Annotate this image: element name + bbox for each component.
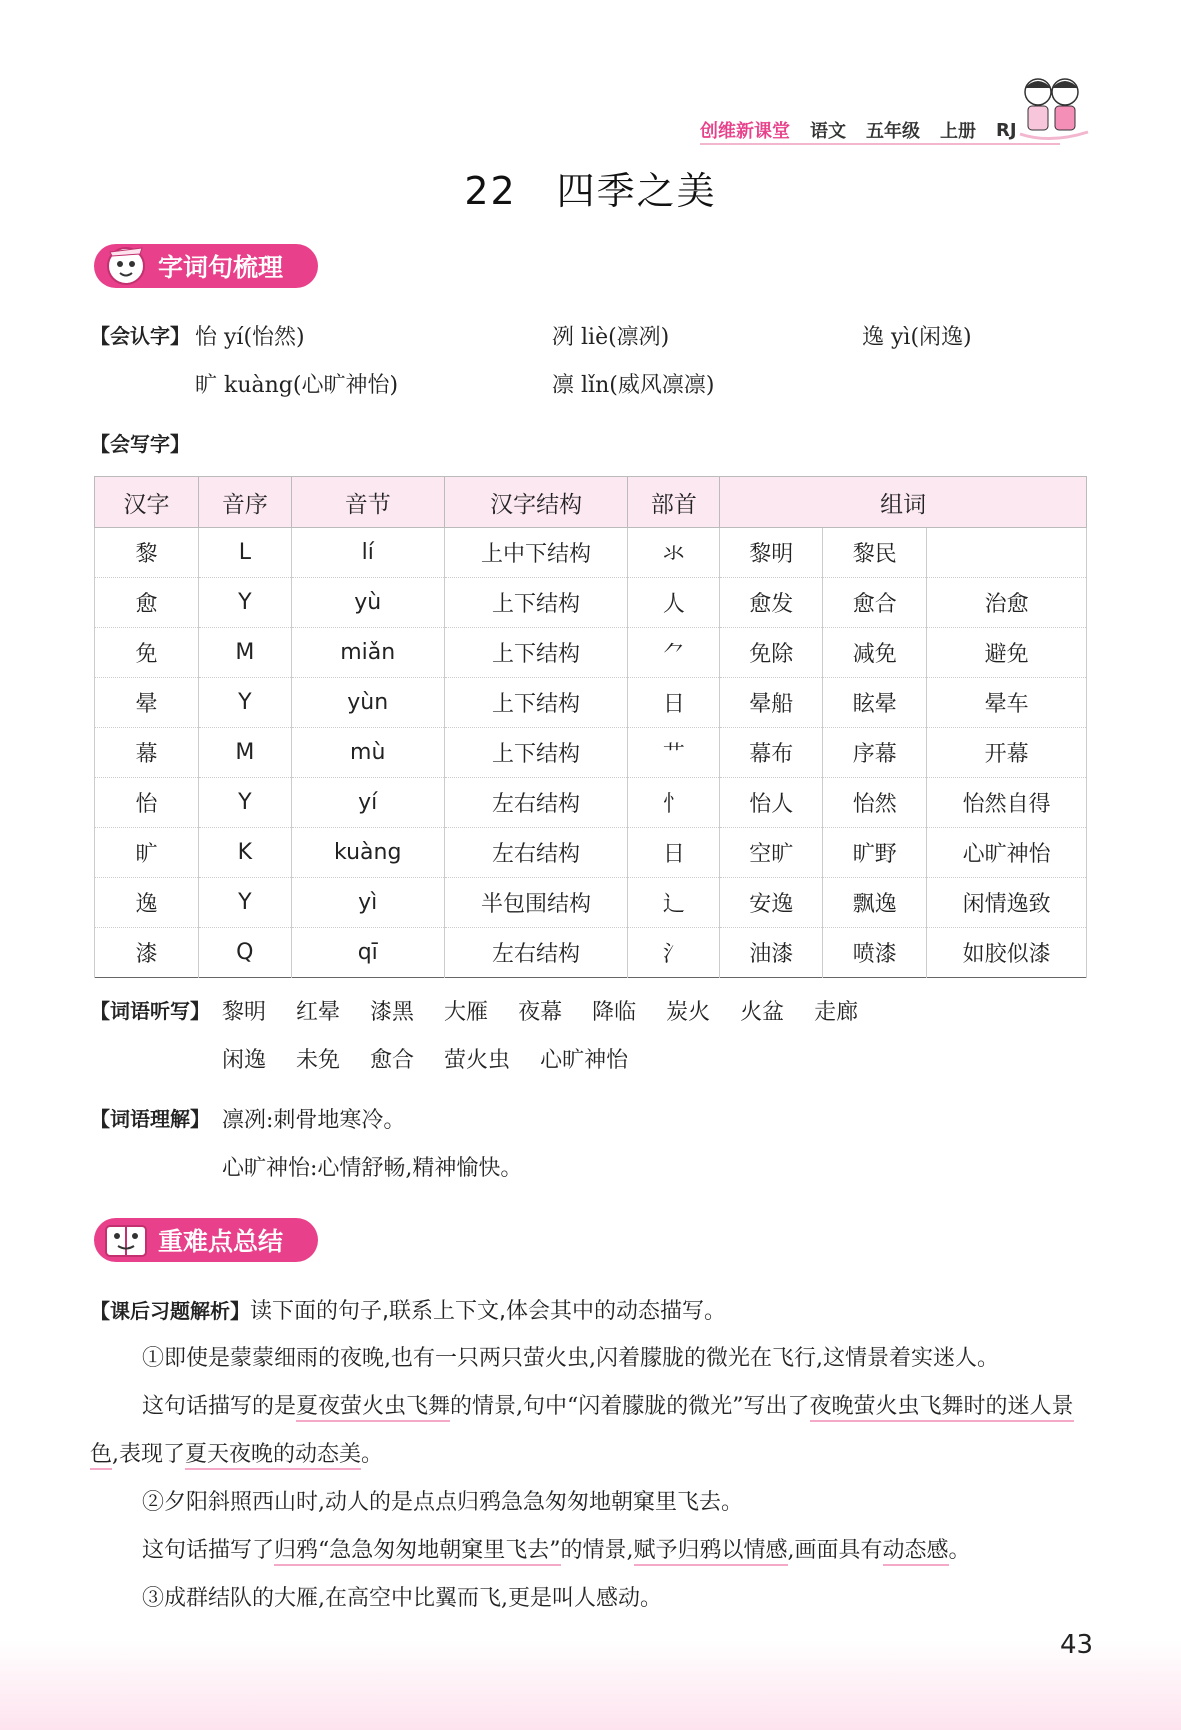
table-cell <box>927 528 1087 578</box>
question-2: ②夕阳斜照西山时,动人的是点点归鸦急急匆匆地朝窠里飞去。 <box>142 1490 743 1515</box>
table-cell: 黎民 <box>823 528 927 578</box>
table-cell: Y <box>198 678 291 728</box>
dictation-word: 漆黑 <box>370 1000 415 1025</box>
table-row <box>95 778 1087 828</box>
table-cell: 上下结构 <box>444 678 628 728</box>
table-cell: 序幕 <box>823 728 927 778</box>
table-cell: 日 <box>628 828 720 878</box>
table-cell: 免 <box>95 628 199 678</box>
dictation-word: 火盆 <box>740 1000 785 1025</box>
recognize-label: 【会认字】 <box>90 324 190 348</box>
question-3: ③成群结队的大雁,在高空中比翼而飞,更是叫人感动。 <box>142 1586 662 1611</box>
table-row <box>95 528 1087 578</box>
table-cell: 油漆 <box>720 928 823 978</box>
table-row <box>95 578 1087 628</box>
table-row <box>95 828 1087 878</box>
section-badge-vocabulary <box>94 244 318 288</box>
dictation-line-2 <box>222 1043 658 1074</box>
table-cell: 晕车 <box>927 678 1087 728</box>
table-cell: 逸 <box>95 878 199 928</box>
table-cell: Q <box>198 928 291 978</box>
dictation-word: 闲逸 <box>222 1048 267 1073</box>
table-cell: 氵 <box>628 928 720 978</box>
table-cell: 半包围结构 <box>444 878 628 928</box>
table-cell: yùn <box>291 678 444 728</box>
table-row <box>95 728 1087 778</box>
dictation-word: 未免 <box>296 1048 341 1073</box>
table-cell: 怡然 <box>823 778 927 828</box>
table-cell: 幕 <box>95 728 199 778</box>
table-cell: 减免 <box>823 628 927 678</box>
dictation-word: 红晕 <box>296 1000 341 1025</box>
table-cell: 心旷神怡 <box>927 828 1087 878</box>
recognize-item: 逸 yì(闲逸) <box>862 325 972 350</box>
page-title <box>0 160 1181 215</box>
table-cell: 人 <box>628 578 720 628</box>
answer-1: 这句话描写的是夏夜萤火虫飞舞的情景,句中“闪着朦胧的微光”写出了夜晚萤火虫飞舞时的迷人景色,表现了夏天夜晚的动态美。 <box>90 1383 1090 1479</box>
table-cell: 闲情逸致 <box>927 878 1087 928</box>
table-cell: L <box>198 528 291 578</box>
table-cell: Y <box>198 578 291 628</box>
table-cell: K <box>198 828 291 878</box>
table-cell: 忄 <box>628 778 720 828</box>
table-cell: 旷 <box>95 828 199 878</box>
table-cell: 如胶似漆 <box>927 928 1087 978</box>
table-cell: qī <box>291 928 444 978</box>
table-cell: yì <box>291 878 444 928</box>
answer-2: 这句话描写了归鸦“急急匆匆地朝窠里飞去”的情景,赋予归鸦以情感,画面具有动态感。 <box>142 1527 1092 1575</box>
col-header: 汉字 <box>95 477 199 528</box>
table-cell: 晕船 <box>720 678 823 728</box>
table-cell: 愈合 <box>823 578 927 628</box>
table-cell: 治愈 <box>927 578 1087 628</box>
lesson-title: 四季之美 <box>556 169 717 213</box>
recognize-item: 旷 kuàng(心旷神怡) <box>195 373 399 398</box>
meaning-item: 凛冽:刺骨地寒冷。 <box>222 1108 406 1133</box>
section-badge-key-points <box>94 1218 318 1262</box>
lesson-number: 22 <box>464 169 517 213</box>
character-table <box>94 476 1087 978</box>
table-cell: 怡人 <box>720 778 823 828</box>
header-divider <box>700 143 1060 145</box>
table-cell: 辶 <box>628 878 720 928</box>
exercise-prompt: 读下面的句子,联系上下文,体会其中的动态描写。 <box>250 1299 726 1324</box>
table-cell: lí <box>291 528 444 578</box>
dictation-word: 降临 <box>592 1000 637 1025</box>
dictation-word: 走廊 <box>814 1000 859 1025</box>
col-header: 组词 <box>720 477 1087 528</box>
cartoon-kids-logo <box>1010 70 1090 150</box>
col-header: 汉字结构 <box>444 477 628 528</box>
section-label: 字词句梳理 <box>158 253 284 282</box>
edition: RJ <box>996 119 1017 141</box>
table-cell: M <box>198 728 291 778</box>
volume: 上册 <box>940 121 976 142</box>
dictation-label: 【词语听写】 <box>90 999 210 1023</box>
table-cell: 上下结构 <box>444 628 628 678</box>
table-cell: 氺 <box>628 528 720 578</box>
table-cell: M <box>198 628 291 678</box>
table-cell: 黎 <box>95 528 199 578</box>
table-cell: ⺈ <box>628 628 720 678</box>
table-cell: 漆 <box>95 928 199 978</box>
recognize-item: 凛 lǐn(威风凛凛) <box>552 373 715 398</box>
table-header-row <box>95 477 1087 528</box>
page-number: 43 <box>1060 1630 1094 1660</box>
table-cell: 开幕 <box>927 728 1087 778</box>
table-cell: 怡 <box>95 778 199 828</box>
table-cell: 眩晕 <box>823 678 927 728</box>
page-header <box>700 115 1017 145</box>
table-cell: 艹 <box>628 728 720 778</box>
meaning-item: 心旷神怡:心情舒畅,精神愉快。 <box>222 1156 523 1181</box>
col-header: 部首 <box>628 477 720 528</box>
table-cell: yù <box>291 578 444 628</box>
dictation-word: 心旷神怡 <box>540 1048 629 1073</box>
table-cell: 免除 <box>720 628 823 678</box>
table-cell: 幕布 <box>720 728 823 778</box>
col-header: 音节 <box>291 477 444 528</box>
recognize-item: 冽 liè(凛冽) <box>552 325 670 350</box>
question-1: ①即使是蒙蒙细雨的夜晚,也有一只两只萤火虫,闪着朦胧的微光在飞行,这情景着实迷人。 <box>142 1346 999 1371</box>
dictation-word: 愈合 <box>370 1048 415 1073</box>
table-cell: 安逸 <box>720 878 823 928</box>
table-cell: 上中下结构 <box>444 528 628 578</box>
brand-name: 创维新课堂 <box>700 121 790 142</box>
table-row <box>95 628 1087 678</box>
table-cell: 日 <box>628 678 720 728</box>
table-cell: 旷野 <box>823 828 927 878</box>
dictation-word: 黎明 <box>222 1000 267 1025</box>
table-cell: 愈发 <box>720 578 823 628</box>
table-cell: 怡然自得 <box>927 778 1087 828</box>
table-cell: miǎn <box>291 628 444 678</box>
table-cell: 空旷 <box>720 828 823 878</box>
subject: 语文 <box>810 121 846 142</box>
exercise-heading <box>90 1287 1090 1336</box>
table-cell: yí <box>291 778 444 828</box>
table-cell: kuàng <box>291 828 444 878</box>
table-cell: 愈 <box>95 578 199 628</box>
recognize-item: 怡 yí(怡然) <box>195 325 305 350</box>
table-cell: mù <box>291 728 444 778</box>
section-label: 重难点总结 <box>158 1227 284 1256</box>
table-row <box>95 878 1087 928</box>
table-cell: 晕 <box>95 678 199 728</box>
dictation-line-1 <box>222 995 888 1026</box>
table-row <box>95 678 1087 728</box>
dictation-word: 炭火 <box>666 1000 711 1025</box>
dictation-word: 夜幕 <box>518 1000 563 1025</box>
table-cell: 左右结构 <box>444 828 628 878</box>
mascot-icon <box>100 238 152 290</box>
table-cell: 飘逸 <box>823 878 927 928</box>
table-cell: 避免 <box>927 628 1087 678</box>
dictation-word: 萤火虫 <box>444 1048 511 1073</box>
table-cell: Y <box>198 878 291 928</box>
table-cell: 上下结构 <box>444 578 628 628</box>
book-mascot-icon <box>100 1212 152 1264</box>
table-cell: 左右结构 <box>444 928 628 978</box>
exercise-label: 【课后习题解析】 <box>90 1299 250 1323</box>
write-label: 【会写字】 <box>90 432 190 456</box>
table-cell: 上下结构 <box>444 728 628 778</box>
grade: 五年级 <box>866 121 920 142</box>
table-row <box>95 928 1087 978</box>
dictation-word: 大雁 <box>444 1000 489 1025</box>
table-cell: 左右结构 <box>444 778 628 828</box>
table-cell: 喷漆 <box>823 928 927 978</box>
meaning-label: 【词语理解】 <box>90 1107 210 1131</box>
table-cell: 黎明 <box>720 528 823 578</box>
footer-band <box>0 1640 1181 1730</box>
col-header: 音序 <box>198 477 291 528</box>
table-cell: Y <box>198 778 291 828</box>
